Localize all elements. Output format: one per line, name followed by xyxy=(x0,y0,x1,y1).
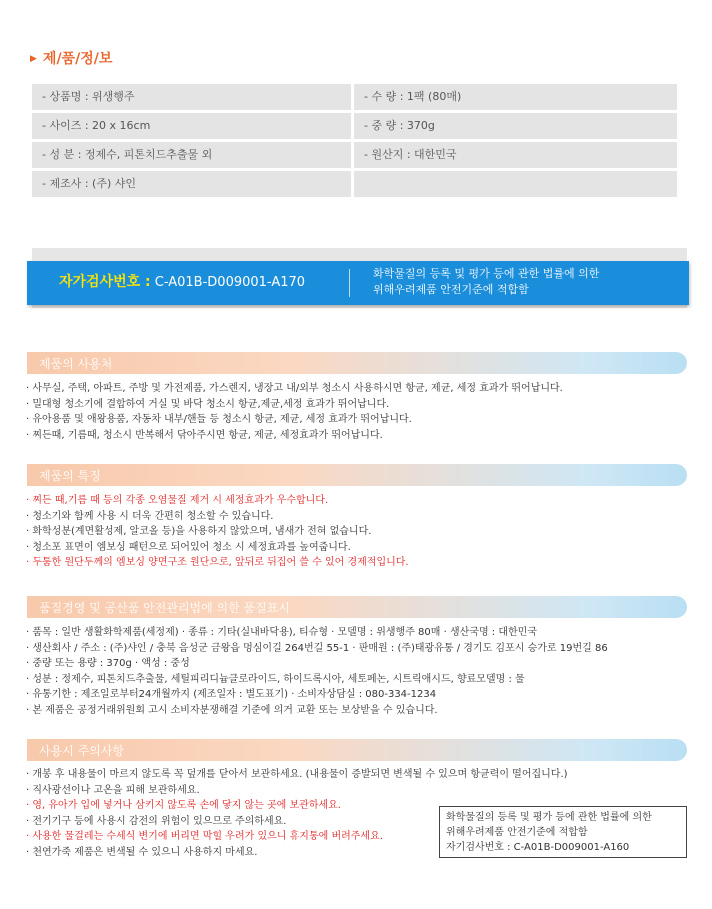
spec-manufacturer: - 제조사 : (주) 샤인 xyxy=(32,171,351,197)
cert-number xyxy=(59,271,305,291)
section-title-caution: 사용시 주의사항 xyxy=(39,744,124,758)
quality-list xyxy=(26,625,608,718)
spec-size: - 사이즈 : 20 x 16cm xyxy=(32,113,351,139)
cert-number-key: 자가검사번호 : xyxy=(59,274,151,290)
cert-divider xyxy=(349,269,350,297)
list-item: · 본 제품은 공정거래위원회 고시 소비자분쟁해결 기준에 의거 교환 또는 보상받을 수 있습니다. xyxy=(26,704,438,716)
usage-list xyxy=(26,381,563,443)
list-item: · 사무실, 주택, 아파트, 주방 및 가전제품, 가스렌지, 냉장고 내/외부 청소시 사용하시면 항균, 제균, 세정 효과가 뛰어납니다. xyxy=(26,383,563,394)
list-item: · 천연가죽 제품은 변색될 수 있으니 사용하지 마세요. xyxy=(26,846,258,858)
cert-description-line1: 화학물질의 등록 및 평가 등에 관한 법률에 의한 xyxy=(373,267,600,280)
section-title-features: 제품의 특징 xyxy=(39,469,101,483)
list-item: · 청소포 표면이 엠보싱 패턴으로 되어있어 청소 시 세정효과를 높여줍니다. xyxy=(26,541,351,553)
list-item: · 생산회사 / 주소 : (주)샤인 / 충북 음성군 금왕읍 멍심이길 264번길 55-1 · 판매원 : (주)태광유통 / 경기도 김포시 승가로 19번길 86 xyxy=(26,642,608,654)
list-item: · 유아용품 및 애왕용품, 자동차 내부/핸들 등 청소시 항균, 제균, 세정 효과가 뛰어납니다. xyxy=(26,414,412,425)
spec-row xyxy=(32,113,677,139)
section-title-quality: 품질경영 및 공산품 안전관리법에 의한 품질표시 xyxy=(39,601,290,615)
section-header-quality xyxy=(27,596,687,618)
list-item: · 청소기와 함께 사용 시 더욱 간편히 청소할 수 있습니다. xyxy=(26,510,274,522)
spec-weight: - 중 량 : 370g xyxy=(354,113,677,139)
product-info-title-text: 제/품/정/보 xyxy=(42,51,113,67)
cert-box-line3: 자기검사번호 : C-A01B-D009001-A160 xyxy=(446,842,630,853)
cert-box-line2: 위해우려제품 안전기준에 적합함 xyxy=(446,827,588,838)
list-item: · 찌든 때,기름 때 등의 각종 오염물질 제거 시 세정효과가 우수합니다. xyxy=(26,495,329,506)
list-item: · 화학성분(계면활성제, 알코올 등)을 사용하지 않았으며, 냄새가 전혀 없습니다. xyxy=(26,526,372,537)
cert-description xyxy=(373,266,599,298)
list-item: · 직사광선이나 고온을 피해 보관하세요. xyxy=(26,784,200,796)
spec-row xyxy=(32,84,677,110)
list-item: · 사용한 물걸레는 수세식 변기에 버리면 막힐 우려가 있으니 휴지통에 버려주세요. xyxy=(26,831,383,842)
cert-banner xyxy=(27,261,689,305)
features-list xyxy=(26,493,409,571)
list-item: · 두툼한 원단두께의 엠보싱 양면구조 원단으로, 앞뒤로 뒤집어 쓸 수 있어 경제적입니다. xyxy=(26,557,409,568)
list-item: · 전기기구 등에 사용시 감전의 위험이 있으므로 주의하세요. xyxy=(26,815,287,827)
spec-product-name: - 상품명 : 위생행주 xyxy=(32,84,351,110)
product-info-title xyxy=(30,48,112,68)
cert-description-line2: 위해우려제품 안전기준에 적합함 xyxy=(373,283,529,296)
list-item: · 중량 또는 용량 : 370g · 액성 : 중성 xyxy=(26,658,190,669)
list-item: · 찌든때, 기름때, 청소시 반복해서 닦아주시면 항균, 제균, 세정효과가 뛰어납니다. xyxy=(26,429,383,441)
cert-number-value: C-A01B-D009001-A170 xyxy=(150,275,306,290)
spec-empty xyxy=(354,171,677,197)
list-item: · 성분 : 정제수, 피톤치드추출물, 세틸피리디늄클로라이드, 하이드록시아, 세토페논, 시트릭애시드, 향료모델명 : 물 xyxy=(26,673,525,685)
spec-origin: - 원산지 : 대한민국 xyxy=(354,142,677,168)
section-title-usage: 제품의 사용처 xyxy=(39,357,113,371)
list-item: · 영, 유아가 입에 넣거나 삼키지 않도록 손에 닿지 않는 곳에 보관하세요. xyxy=(26,800,341,811)
section-header-features xyxy=(27,464,687,486)
spec-table xyxy=(32,84,677,200)
spec-row xyxy=(32,171,677,197)
cert-box xyxy=(439,806,687,858)
spec-quantity: - 수 량 : 1팩 (80매) xyxy=(354,84,677,110)
section-header-caution xyxy=(27,739,687,761)
section-header-usage xyxy=(27,352,687,374)
list-item: · 개봉 후 내용물이 마르지 않도록 꼭 덮개를 닫아서 보관하세요. (내용물이 증발되면 변색될 수 있으며 항균력이 떨어집니다.) xyxy=(26,769,568,780)
cert-box-line1: 화학물질의 등록 및 평가 등에 관한 법률에 의한 xyxy=(446,812,652,823)
list-item: · 밀대형 청소기에 결합하여 거실 및 바닥 청소시 항균,제균,세정 효과가 뛰어납니다. xyxy=(26,398,390,410)
list-item: · 품목 : 일반 생활화학제품(세정제) · 종류 : 기타(실내바닥용), 티슈형 · 모델명 : 위생행주 80매 · 생산국명 : 대한민국 xyxy=(26,627,537,638)
spec-ingredients: - 성 분 : 정제수, 피톤치드추출물 외 xyxy=(32,142,351,168)
spec-row xyxy=(32,142,677,168)
triangle-bullet-icon: ▶ xyxy=(30,54,37,64)
list-item: · 유통기한 : 제조일로부터24개월까지 (제조일자 : 별도표기) · 소비자상담실 : 080-334-1234 xyxy=(26,689,437,700)
